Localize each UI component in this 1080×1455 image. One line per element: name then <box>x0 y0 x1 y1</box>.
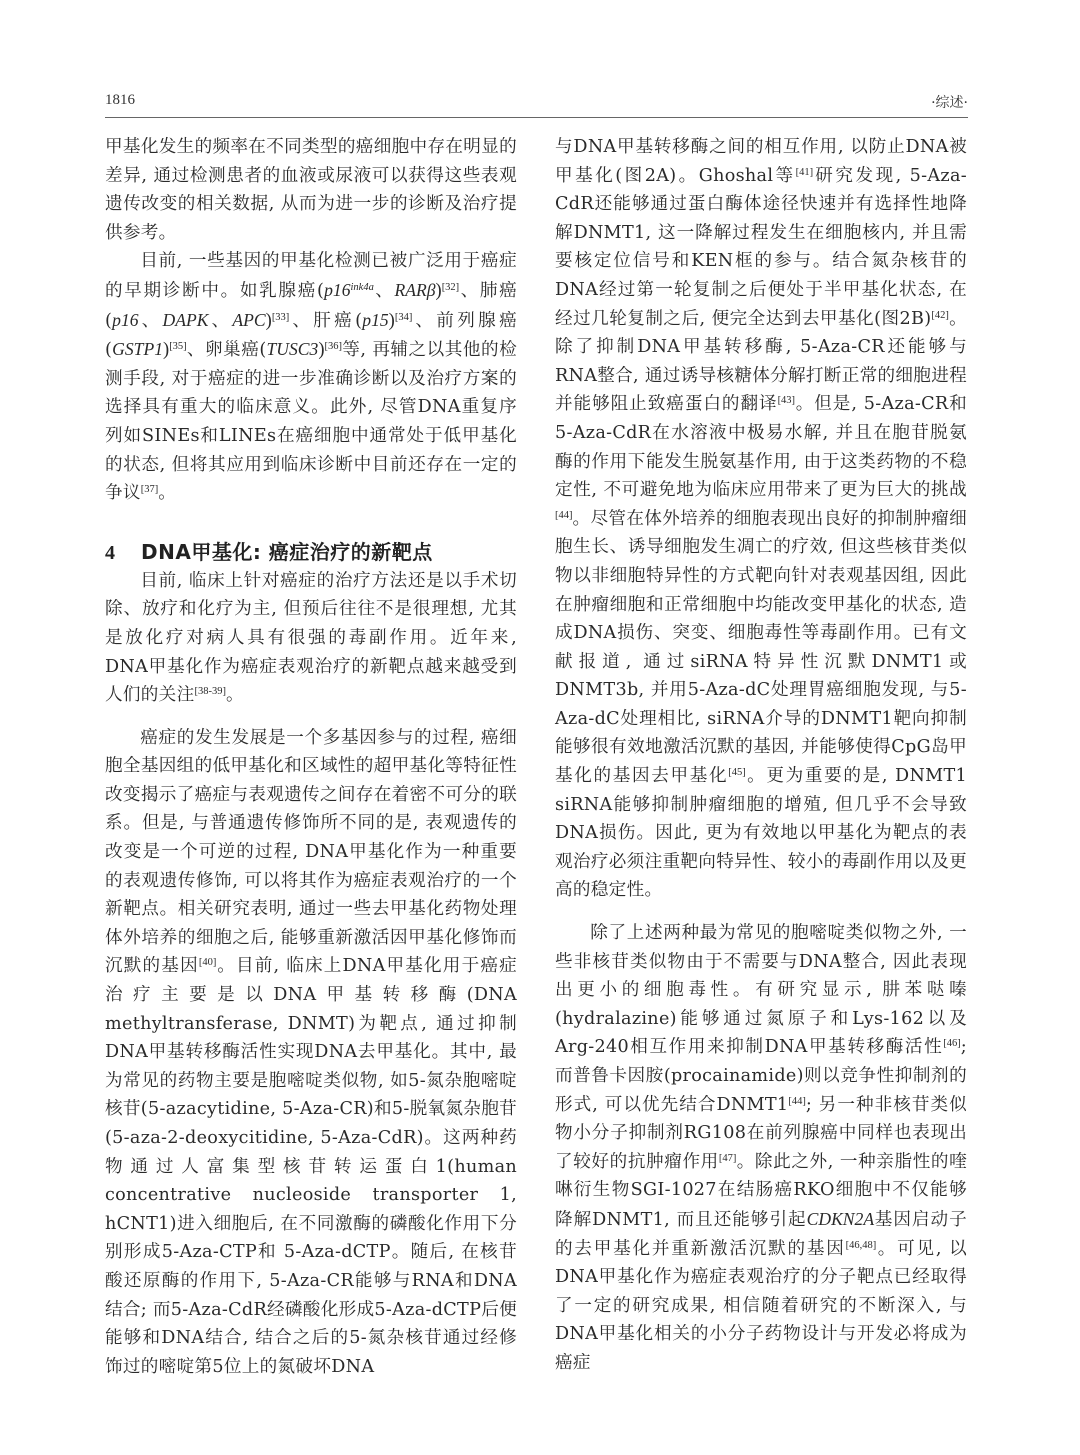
text-run: ) <box>163 340 170 361</box>
text-run: 。但是, 5-Aza-CR和5-Aza-CdR在水溶液中极易水解, 并且在胞苷脱氨酶的作用下能发生脱氨基作用, 由于这类药物的不稳定性, 不可避免地为临床应用带来了更为巨大的挑战 <box>555 394 967 501</box>
text-run: 、卵巢癌( <box>186 340 267 361</box>
text-run: 等, 再辅之以其他的检测手段, 对于癌症的进一步准确诊断以及治疗方案的选择具有重大的临床意义。此外, 尽管DNA重复序列如SINEs和LINEs在癌细胞中通常处于低甲基化的状态, 但将其应用到临床诊断中目前还存在一定的争议 <box>105 340 517 504</box>
text-run: ) <box>265 310 272 331</box>
citation-ref[interactable]: [37] <box>140 484 159 496</box>
text-run: 、肝癌( <box>289 310 363 331</box>
gene-name: TUSC3 <box>266 339 319 360</box>
text-run: 。除此之外, 一种亲脂性的喹啉衍生物SGI-1027在结肠癌RKO细胞中不仅能够降解DNMT1, 而且还能够引起 <box>555 1151 968 1230</box>
gene-name: RARβ <box>394 279 436 300</box>
text-run: 与DNA甲基转移酶之间的相互作用, 以防止DNA被甲基化(图2A)。Ghoshal等 <box>555 137 967 186</box>
text-run: 、 <box>373 280 395 301</box>
citation-ref[interactable]: [33] <box>271 311 290 323</box>
citation-ref[interactable]: [35] <box>169 341 187 353</box>
text-run: ; 另一种非核苷类似物小分子抑制剂RG108在前列腺癌中同样也表现出了较好的抗肿瘤作用 <box>555 1094 967 1172</box>
gene-name: p16 <box>112 309 139 330</box>
citation-ref[interactable]: [40] <box>198 957 217 969</box>
text-run: ) <box>318 340 325 361</box>
text-run: 研究发现, 5-Aza-CdR还能够通过蛋白酶体途径快速并有选择性地降解DNMT1, 这一降解过程发生在细胞核内, 并且需要核定位信号和KEN框的参与。结合氮杂核苷的DNA经过第一轮复制之后便处于半甲基化状态, 在经过几轮复制之后, 便完全达到去甲基化(图2B) <box>555 165 967 329</box>
paragraph-diagnosis <box>105 247 517 507</box>
citation-ref[interactable]: [43] <box>777 395 796 407</box>
paragraph-non-nucleoside <box>555 919 967 1378</box>
section-heading <box>105 538 517 567</box>
citation-ref[interactable]: [42] <box>931 309 949 321</box>
text-run: 。 <box>225 685 244 706</box>
section-title: DNA甲基化: 癌症治疗的新靶点 <box>141 539 433 564</box>
text-run: 、前列腺癌( <box>105 310 517 361</box>
gene-name: p16 <box>324 279 351 300</box>
paragraph-gap <box>555 905 967 919</box>
right-column <box>555 133 967 1378</box>
text-run: 目前, 一些基因的甲基化检测已被广泛用于癌症的早期诊断中。如乳腺癌( <box>105 251 517 301</box>
text-run: 癌症的发生发展是一个多基因参与的过程, 癌细胞全基因组的低甲基化和区域性的超甲基化等特征性改变揭示了癌症与表观遗传之间存在着密不可分的联系。但是, 与普通遗传修饰所不同的是, 表观遗传的改变是一个可逆的过程, DNA甲基化作为一种重要的表观遗传修饰, 可以将其作为癌症表观治疗的一个新靶点。相关研究表明, 通过一些去甲基化药物处理体外培养的细胞之后, 能够重新激活因甲基化修饰而沉默的基因 <box>105 727 517 977</box>
citation-ref[interactable]: [46] <box>943 1038 961 1050</box>
text-run: 。更为重要的是, DNMT1 siRNA能够抑制肿瘤细胞的增殖, 但几乎不会导致DNA损伤。因此, 更为有效地以甲基化为靶点的表观治疗必须注重靶向特异性、较小的毒副作用以及更高的稳定性。 <box>555 766 967 901</box>
paragraph-cancer-development <box>105 724 517 1382</box>
section-tag: ·综述· <box>931 95 968 111</box>
text-run: 。尽管在体外培养的细胞表现出良好的抑制肿瘤细胞生长、诱导细胞发生凋亡的疗效, 但这些核苷类似物以非细胞特异性的方式靶向针对表观基因组, 因此在肿瘤细胞和正常细胞中均能改变甲基化的状态, 造成DNA损伤、突变、细胞毒性等毒副作用。已有文献报道, 通过siRNA特异性沉默DNMT1或DNMT3b, 并用5-Aza-dC处理胃癌细胞发现, 与5-Aza-dC处理相比, siRNA介导的DNMT1靶向抑制能够很有效地激活沉默的基因, 并能够使得CpG岛甲基化的基因去甲基化 <box>555 508 967 787</box>
citation-ref[interactable]: [46,48] <box>845 1239 877 1251</box>
text-run: 、 <box>208 310 233 331</box>
text-run: 。 <box>158 483 177 504</box>
citation-ref[interactable]: [44] <box>555 509 573 521</box>
text-run: 基因启动子的去甲基化并重新激活沉默的基因 <box>555 1209 967 1259</box>
header-rule <box>105 117 968 118</box>
gene-name: GSTP1 <box>112 339 164 360</box>
citation-ref[interactable]: [36] <box>324 341 342 353</box>
paragraph-continued <box>105 133 517 247</box>
running-header <box>105 92 968 118</box>
paragraph-therapy-intro <box>105 567 517 710</box>
text-run: ) <box>388 310 395 331</box>
text-run: 除了上述两种最为常见的胞嘧啶类似物之外, 一些非核苷类似物由于不需要与DNA整合, 因此表现出更小的细胞毒性。有研究显示, 肼苯哒嗪(hydralazine)能够通过氮原子和Lys-162以及Arg-240相互作用来抑制DNA甲基转移酶活性 <box>555 923 967 1058</box>
citation-ref[interactable]: [45] <box>728 767 746 779</box>
text-run: 、肺癌( <box>105 280 517 331</box>
gene-name: p15 <box>362 309 389 330</box>
text-run: ) <box>435 280 442 301</box>
paragraph-text: 甲基化发生的频率在不同类型的癌细胞中存在明显的差异, 通过检测患者的血液或尿液可以获得这些表观遗传改变的相关数据, 从而为进一步的诊断及治疗提供参考。 <box>105 137 517 243</box>
citation-ref[interactable]: [47] <box>718 1152 737 1164</box>
citation-ref[interactable]: [44] <box>788 1095 806 1107</box>
text-run: 。目前, 临床上DNA甲基化用于癌症治疗主要是以DNA甲基转移酶(DNA methyltransferase, DNMT)为靶点, 通过抑制DNA甲基转移酶活性实现DNA去甲基化。其中, 最为常见的药物主要是胞嘧啶类似物, 如5-氮杂胞嘧啶核苷(5-azacytidine, 5-Aza-CR)和5-脱氧氮杂胞苷(5-aza-2-deoxycitidine, 5-Aza-CdR)。这两种药物通过人富集型核苷转运蛋白1(human concentrative nucleoside transporter 1, hCNT1)进入细胞后, 在不同激酶的磷酸化作用下分别形成5-Aza-CTP和 5-Aza-dCTP。随后, 在核苷酸还原酶的作用下, 5-Aza-CR能够与RNA和DNA结合; 而5-Aza-CdR经磷酸化形成5-Aza-dCTP后便能够和DNA结合, 结合之后的5-氮杂核苷通过经修饰过的嘧啶第5位上的氮破坏DNA <box>105 956 518 1377</box>
citation-ref[interactable]: [38-39] <box>194 686 226 698</box>
gene-name: APC <box>232 309 266 330</box>
citation-ref[interactable]: [32] <box>441 281 460 293</box>
citation-ref[interactable]: [41] <box>795 166 814 178</box>
text-run: 、 <box>138 310 163 331</box>
citation-ref[interactable]: [34] <box>394 311 413 323</box>
gene-superscript: ink4a <box>350 281 374 293</box>
text-run: 。可见, 以DNA甲基化作为癌症表观治疗的分子靶点已经取得了一定的研究成果, 相信随着研究的不断深入, 与DNA甲基化相关的小分子药物设计与开发必将成为癌症 <box>555 1238 967 1373</box>
text-run: 。除了抑制DNA甲基转移酶, 5-Aza-CR还能够与RNA整合, 通过诱导核糖体分解打断正常的细胞进程并能够阻止致癌蛋白的翻译 <box>555 308 967 415</box>
page-number: 1816 <box>105 92 135 108</box>
paragraph-gap <box>105 710 517 724</box>
left-column <box>105 133 517 1381</box>
paragraph-continued-right <box>555 133 967 905</box>
text-run: 目前, 临床上针对癌症的治疗方法还是以手术切除、放疗和化疗为主, 但预后往往不是很理想, 尤其是放化疗对病人具有很强的毒副作用。近年来, DNA甲基化作为癌症表观治疗的新靶点越来越受到人们的关注 <box>105 570 517 706</box>
section-number: 4 <box>105 541 116 564</box>
gene-name: CDKN2A <box>806 1208 875 1229</box>
gene-name: DAPK <box>162 309 209 330</box>
text-run: ; 而普鲁卡因胺(procainamide)则以竞争性抑制剂的形式, 可以优先结合DNMT1 <box>555 1037 967 1115</box>
